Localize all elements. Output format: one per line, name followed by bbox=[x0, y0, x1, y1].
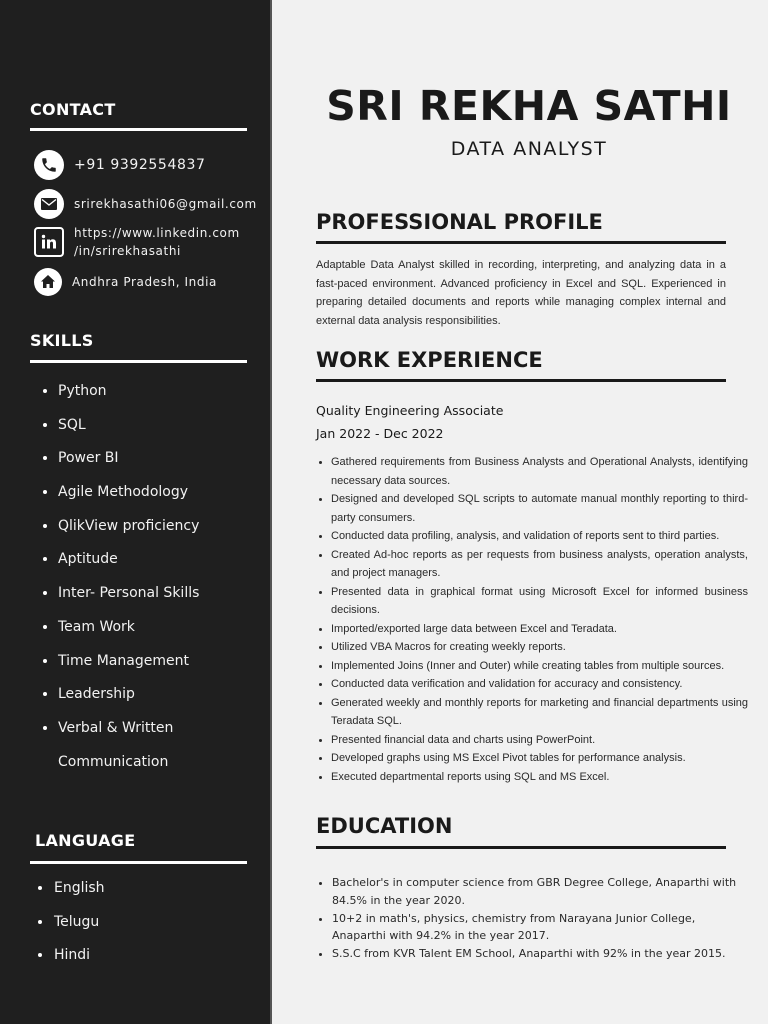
linkedin-icon bbox=[34, 227, 64, 257]
list-item: Presented financial data and charts using PowerPoint. bbox=[316, 731, 748, 750]
skills-divider bbox=[30, 360, 247, 363]
language-heading: LANGUAGE bbox=[35, 831, 136, 850]
email-text: srirekhasathi06@gmail.com bbox=[74, 197, 257, 211]
profile-divider bbox=[316, 241, 726, 244]
list-item: English bbox=[38, 878, 105, 912]
profile-text: Adaptable Data Analyst skilled in recording, interpreting, and analyzing data in a fast-paced environment. Advanced proficiency in Excel and SQL. Experienced in preparing detailed documents and reports while managing complex internal and external data analysis responsibilities. bbox=[316, 259, 726, 327]
list-item: Designed and developed SQL scripts to automate manual monthly reporting to third-party consumers. bbox=[316, 490, 748, 527]
contact-divider bbox=[30, 128, 247, 131]
language-list bbox=[38, 878, 105, 979]
work-heading: WORK EXPERIENCE bbox=[316, 348, 543, 372]
skills-list bbox=[43, 381, 200, 770]
list-item: Generated weekly and monthly reports for marketing and financial departments using Teradata SQL. bbox=[316, 694, 748, 731]
profile-heading: PROFESSIONAL PROFILE bbox=[316, 210, 603, 234]
phone-text: +91 9392554837 bbox=[74, 157, 206, 173]
list-item: Created Ad-hoc reports as per requests from business analysts, operation analysts, and project managers. bbox=[316, 546, 748, 583]
education-bullets bbox=[316, 874, 748, 963]
work-divider bbox=[316, 379, 726, 382]
list-item: QlikView proficiency bbox=[43, 516, 199, 550]
list-item: Hindi bbox=[38, 945, 105, 979]
contact-linkedin[interactable] bbox=[34, 224, 240, 260]
list-item: Bachelor's in computer science from GBR Degree College, Anaparthi with 84.5% in the year 2020. bbox=[316, 874, 748, 910]
linkedin-text bbox=[74, 224, 240, 260]
list-item: Time Management bbox=[43, 651, 199, 685]
contact-heading: CONTACT bbox=[30, 100, 116, 119]
education-heading: EDUCATION bbox=[316, 814, 453, 838]
job-dates: Jan 2022 - Dec 2022 bbox=[316, 426, 444, 441]
location-text: Andhra Pradesh, India bbox=[72, 275, 217, 289]
work-bullets bbox=[316, 453, 748, 786]
candidate-name: SRI REKHA SATHI bbox=[326, 82, 732, 130]
list-item: Agile Methodology bbox=[43, 482, 199, 516]
linkedin-line-1: https://www.linkedin.com bbox=[74, 226, 240, 240]
list-item: Aptitude bbox=[43, 549, 199, 583]
list-item: Gathered requirements from Business Analysts and Operational Analysts, identifying necessary data sources. bbox=[316, 453, 748, 490]
candidate-role: DATA ANALYST bbox=[450, 138, 608, 160]
sidebar bbox=[0, 0, 272, 1024]
list-item: Power BI bbox=[43, 448, 199, 482]
list-item: S.S.C from KVR Talent EM School, Anaparthi with 92% in the year 2015. bbox=[316, 945, 748, 963]
list-item: Inter- Personal Skills bbox=[43, 583, 199, 617]
list-item: Utilized VBA Macros for creating weekly reports. bbox=[316, 638, 748, 657]
list-item: Leadership bbox=[43, 684, 199, 718]
language-divider bbox=[30, 861, 247, 864]
education-divider bbox=[316, 846, 726, 849]
contact-phone[interactable] bbox=[34, 150, 205, 180]
list-item: Developed graphs using MS Excel Pivot tables for performance analysis. bbox=[316, 749, 748, 768]
list-item: SQL bbox=[43, 415, 199, 449]
skills-heading: SKILLS bbox=[30, 331, 94, 350]
skill-communication: Communication bbox=[58, 753, 169, 770]
contact-email[interactable] bbox=[34, 189, 257, 219]
list-item: Executed departmental reports using SQL and MS Excel. bbox=[316, 768, 748, 787]
home-icon bbox=[34, 268, 62, 296]
list-item: Presented data in graphical format using Microsoft Excel for informed business decisions. bbox=[316, 583, 748, 620]
list-item: Conducted data profiling, analysis, and validation of reports sent to third parties. bbox=[316, 527, 748, 546]
list-item: Conducted data verification and validation for accuracy and consistency. bbox=[316, 675, 748, 694]
list-item: Imported/exported large data between Excel and Teradata. bbox=[316, 620, 748, 639]
list-item: 10+2 in math's, physics, chemistry from Narayana Junior College, Anaparthi with 94.2% in the year 2017. bbox=[316, 910, 748, 946]
list-item: Python bbox=[43, 381, 199, 415]
list-item: Team Work bbox=[43, 617, 199, 651]
list-item bbox=[43, 718, 199, 770]
list-item: Telugu bbox=[38, 912, 105, 946]
job-title: Quality Engineering Associate bbox=[316, 403, 504, 418]
linkedin-line-2: /in/srirekhasathi bbox=[74, 244, 181, 258]
phone-icon bbox=[34, 150, 64, 180]
list-item: Implemented Joins (Inner and Outer) while creating tables from multiple sources. bbox=[316, 657, 748, 676]
contact-location bbox=[34, 268, 217, 296]
skill-verbal-written: Verbal & Written bbox=[58, 719, 174, 736]
email-icon bbox=[34, 189, 64, 219]
